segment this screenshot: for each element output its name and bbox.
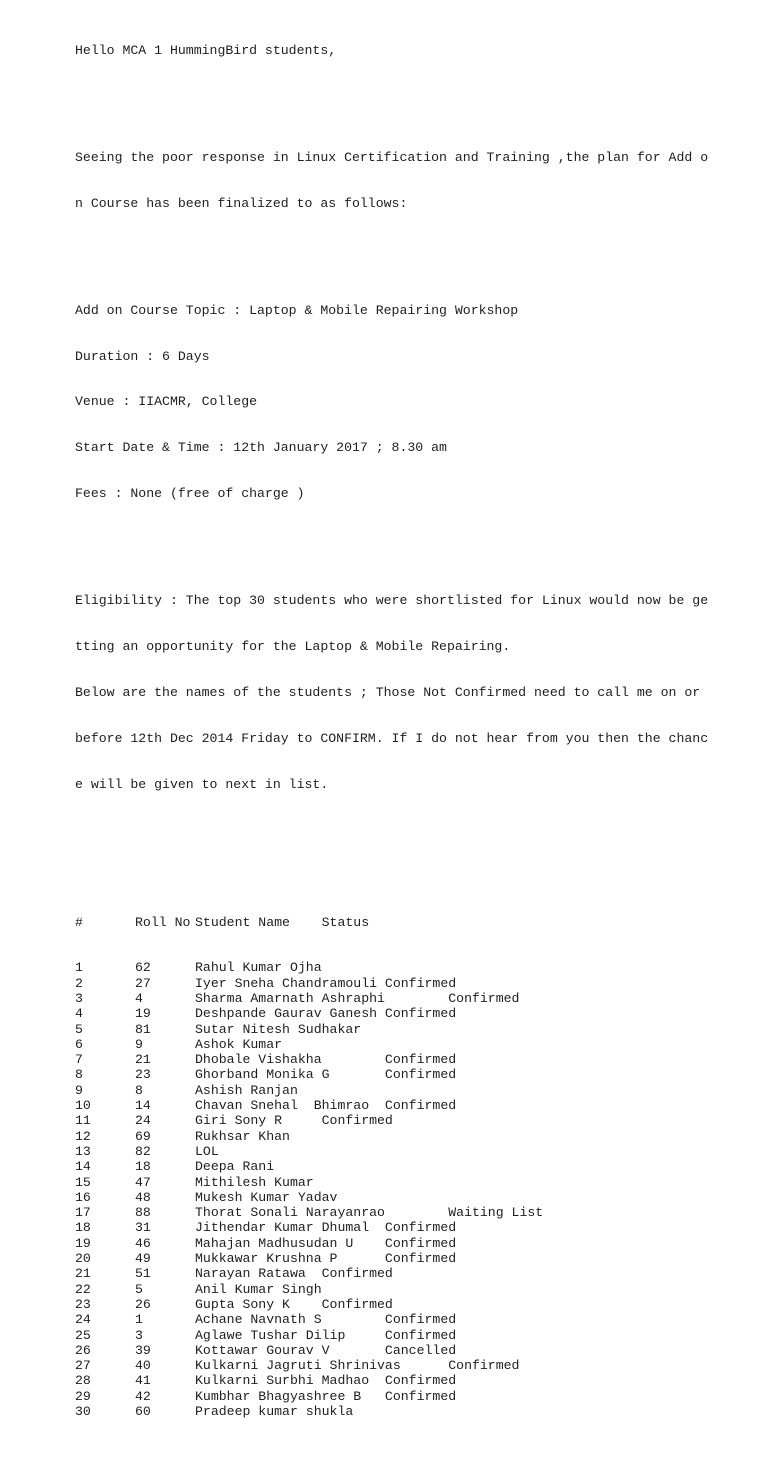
roll-no-cell: 40	[135, 1358, 151, 1374]
row-number: 4	[75, 1006, 83, 1022]
name-status-cell: Deepa Rani	[195, 1159, 275, 1175]
roll-no-cell: 4	[135, 991, 143, 1006]
eligibility-line: Eligibility : The top 30 students who were shortlisted for Linux would now be ge	[75, 593, 709, 609]
eligibility-line: Below are the names of the students ; Those Not Confirmed need to call me on or	[75, 685, 701, 701]
name-status-cell: Iyer Sneha Chandramouli Confirmed	[195, 975, 457, 991]
table-row	[75, 1205, 715, 1220]
greeting-line: Hello MCA 1 HummingBird students,	[75, 42, 337, 58]
roll-no-cell: 51	[135, 1266, 151, 1282]
table-row	[75, 1358, 715, 1373]
roll-no-cell: 31	[135, 1220, 151, 1236]
roll-no-cell: 88	[135, 1205, 151, 1221]
roll-no-cell: 81	[135, 1021, 151, 1037]
row-number: 5	[75, 1021, 83, 1037]
document-body	[75, 12, 715, 1465]
row-number: 8	[75, 1067, 83, 1083]
name-status-cell: Kumbhar Bhagyashree B Confirmed	[195, 1388, 457, 1404]
roll-no-cell: 42	[135, 1388, 151, 1404]
roll-no-cell: 27	[135, 975, 151, 991]
name-status-cell: Narayan Ratawa Confirmed	[195, 1266, 393, 1282]
table-row	[75, 976, 715, 991]
intro-line: Seeing the poor response in Linux Certification and Training ,the plan for Add o	[75, 149, 709, 165]
start-date-line: Start Date & Time : 12th January 2017 ; 8.30 am	[75, 440, 447, 456]
header-name-status: Student Name Status	[195, 914, 370, 930]
row-number: 23	[75, 1296, 91, 1312]
table-row	[75, 1006, 715, 1021]
blank-line	[75, 532, 715, 547]
name-status-cell: Aglawe Tushar Dilip Confirmed	[195, 1327, 457, 1343]
row-number: 11	[75, 1113, 91, 1129]
table-row	[75, 1067, 715, 1082]
table-row	[75, 1373, 715, 1388]
name-status-cell: Anil Kumar Singh	[195, 1281, 322, 1297]
duration-line: Duration : 6 Days	[75, 348, 210, 364]
table-row	[75, 1144, 715, 1159]
roll-no-cell: 69	[135, 1128, 151, 1144]
roll-no-cell: 62	[135, 960, 151, 976]
table-row	[75, 1328, 715, 1343]
roll-no-cell: 39	[135, 1342, 151, 1358]
name-status-cell: Kulkarni Surbhi Madhao Confirmed	[195, 1373, 457, 1389]
blank-line	[75, 88, 715, 103]
roll-no-cell: 1	[135, 1312, 143, 1328]
row-number: 7	[75, 1052, 83, 1068]
roll-no-cell: 19	[135, 1006, 151, 1022]
course-topic-line: Add on Course Topic : Laptop & Mobile Repairing Workshop	[75, 302, 519, 318]
name-status-cell: Dhobale Vishakha Confirmed	[195, 1052, 457, 1068]
roll-no-cell: 82	[135, 1143, 151, 1159]
table-row	[75, 1159, 715, 1174]
table-row	[75, 1297, 715, 1312]
name-status-cell: Ghorband Monika G Confirmed	[195, 1067, 457, 1083]
roll-no-cell: 46	[135, 1235, 151, 1251]
name-status-cell: LOL	[195, 1143, 219, 1159]
table-header-row	[75, 915, 715, 930]
name-status-cell: Sutar Nitesh Sudhakar	[195, 1021, 362, 1037]
name-status-cell: Ashish Ranjan	[195, 1082, 298, 1098]
name-status-cell: Thorat Sonali Narayanrao Waiting List	[195, 1205, 544, 1221]
table-row	[75, 960, 715, 975]
row-number: 28	[75, 1373, 91, 1389]
table-row	[75, 1190, 715, 1205]
name-status-cell: Mukesh Kumar Yadav	[195, 1189, 338, 1205]
roll-no-cell: 21	[135, 1052, 151, 1068]
table-row	[75, 1312, 715, 1327]
table-rows	[75, 960, 715, 1419]
name-status-cell: Rahul Kumar Ojha	[195, 960, 322, 976]
roll-no-cell: 26	[135, 1296, 151, 1312]
eligibility-line: before 12th Dec 2014 Friday to CONFIRM. If I do not hear from you then the chanc	[75, 730, 709, 746]
roll-no-cell: 24	[135, 1113, 151, 1129]
name-status-cell: Jithendar Kumar Dhumal Confirmed	[195, 1220, 457, 1236]
row-number: 3	[75, 991, 83, 1006]
table-row	[75, 1220, 715, 1235]
name-status-cell: Chavan Snehal Bhimrao Confirmed	[195, 1098, 457, 1114]
table-row	[75, 1266, 715, 1281]
row-number: 13	[75, 1143, 91, 1159]
row-number: 10	[75, 1098, 91, 1114]
row-number: 19	[75, 1235, 91, 1251]
row-number: 9	[75, 1082, 83, 1098]
header-num: #	[75, 914, 83, 930]
row-number: 18	[75, 1220, 91, 1236]
name-status-cell: Deshpande Gaurav Ganesh Confirmed	[195, 1006, 457, 1022]
table-row	[75, 1098, 715, 1113]
venue-line: Venue : IIACMR, College	[75, 394, 258, 410]
row-number: 21	[75, 1266, 91, 1282]
name-status-cell: Ashok Kumar	[195, 1036, 283, 1052]
roll-no-cell: 23	[135, 1067, 151, 1083]
table-row	[75, 1052, 715, 1067]
table-row	[75, 1175, 715, 1190]
table-row	[75, 1404, 715, 1419]
row-number: 14	[75, 1159, 91, 1175]
name-status-cell: Achane Navnath S Confirmed	[195, 1312, 457, 1328]
blank-line	[75, 241, 715, 256]
name-status-cell: Giri Sony R Confirmed	[195, 1113, 393, 1129]
row-number: 20	[75, 1251, 91, 1267]
row-number: 29	[75, 1388, 91, 1404]
name-status-cell: Gupta Sony K Confirmed	[195, 1296, 393, 1312]
name-status-cell: Kulkarni Jagruti Shrinivas Confirmed	[195, 1358, 520, 1374]
table-row	[75, 1083, 715, 1098]
name-status-cell: Pradeep kumar shukla	[195, 1404, 354, 1420]
fees-line: Fees : None (free of charge )	[75, 486, 305, 502]
roll-no-cell: 41	[135, 1373, 151, 1389]
eligibility-line: tting an opportunity for the Laptop & Mobile Repairing.	[75, 639, 511, 655]
roll-no-cell: 3	[135, 1327, 143, 1343]
roll-no-cell: 9	[135, 1036, 143, 1052]
row-number: 27	[75, 1358, 91, 1374]
blank-line	[75, 823, 715, 838]
intro-line: n Course has been finalized to as follows:	[75, 195, 408, 211]
table-row	[75, 1282, 715, 1297]
row-number: 6	[75, 1036, 83, 1052]
table-row	[75, 1129, 715, 1144]
name-status-cell: Mahajan Madhusudan U Confirmed	[195, 1235, 457, 1251]
roll-no-cell: 5	[135, 1281, 143, 1297]
row-number: 1	[75, 960, 83, 976]
row-number: 12	[75, 1128, 91, 1144]
name-status-cell: Sharma Amarnath Ashraphi Confirmed	[195, 991, 520, 1006]
roll-no-cell: 60	[135, 1404, 151, 1420]
row-number: 17	[75, 1205, 91, 1221]
name-status-cell: Rukhsar Khan	[195, 1128, 290, 1144]
row-number: 26	[75, 1342, 91, 1358]
row-number: 16	[75, 1189, 91, 1205]
name-status-cell: Mukkawar Krushna P Confirmed	[195, 1251, 457, 1267]
student-table	[75, 884, 715, 1450]
roll-no-cell: 14	[135, 1098, 151, 1114]
table-row	[75, 1389, 715, 1404]
roll-no-cell: 49	[135, 1251, 151, 1267]
row-number: 24	[75, 1312, 91, 1328]
table-row	[75, 1236, 715, 1251]
header-roll-no: Roll No	[135, 914, 191, 930]
name-status-cell: Kottawar Gourav V Cancelled	[195, 1342, 457, 1358]
table-row	[75, 1037, 715, 1052]
name-status-cell: Mithilesh Kumar	[195, 1174, 314, 1190]
roll-no-cell: 47	[135, 1174, 151, 1190]
row-number: 22	[75, 1281, 91, 1297]
table-row	[75, 1343, 715, 1358]
row-number: 25	[75, 1327, 91, 1343]
row-number: 30	[75, 1404, 91, 1420]
table-row	[75, 1113, 715, 1128]
table-row	[75, 1251, 715, 1266]
row-number: 2	[75, 975, 83, 991]
table-row	[75, 991, 715, 1006]
row-number: 15	[75, 1174, 91, 1190]
roll-no-cell: 8	[135, 1082, 143, 1098]
roll-no-cell: 48	[135, 1189, 151, 1205]
roll-no-cell: 18	[135, 1159, 151, 1175]
eligibility-line: e will be given to next in list.	[75, 776, 329, 792]
